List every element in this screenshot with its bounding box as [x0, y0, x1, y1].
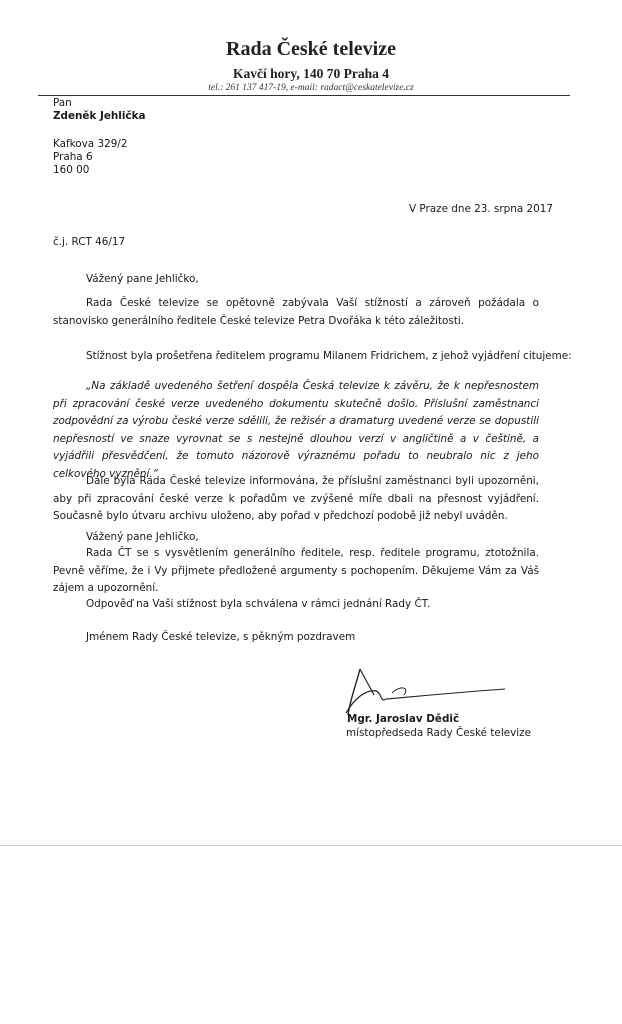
letterhead-contact: tel.: 261 137 417-19, e-mail: radact@ceskatelevize.cz — [208, 83, 414, 93]
letterhead-divider — [38, 95, 570, 96]
signatory-name: Mgr. Jaroslav Dědič — [347, 713, 460, 725]
recipient-city: Praha 6 — [53, 151, 93, 163]
recipient-name: Zdeněk Jehlička — [53, 110, 146, 122]
reference-number: č.j. RCT 46/17 — [53, 236, 126, 248]
date-line: V Praze dne 23. srpna 2017 — [409, 203, 553, 215]
recipient-zip: 160 00 — [53, 164, 90, 176]
recipient-salutation: Pan — [53, 97, 72, 109]
paragraph-1 — [53, 295, 539, 330]
greeting-2: Vážený pane Jehličko, — [86, 531, 199, 543]
paragraph-3 — [53, 473, 539, 526]
signatory-role: místopředseda Rady České televize — [346, 727, 531, 739]
paragraph-3-text: Dále byla Rada České televize informována, že příslušní zaměstnanci byli upozorněni, aby při zpracování české verze k pořadům ve zvýšené míře dbali na přesnost vyjádření. Současně bylo útvaru archivu uloženo, aby pořad v předchozí podobě již nebyl uváděn. — [53, 475, 539, 523]
paragraph-4-text: Rada ČT se s vysvětlením generálního ředitele, resp. ředitele programu, ztotožnila. Pevně věříme, že i Vy přijmete předložené argumenty s pochopením. Děkujeme Vám za Váš zájem a upozornění. — [53, 547, 539, 595]
paragraph-1-text: Rada České televize se opětovně zabývala Vaší stížností a zároveň požádala o stanovisko generálního ředitele České televize Petra Dvořáka k této záležitosti. — [53, 297, 539, 327]
paragraph-5: Odpověď na Vaši stížnost byla schválena v rámci jednání Rady ČT. — [86, 598, 431, 610]
letterhead-address: Kavčí hory, 140 70 Praha 4 — [233, 66, 389, 81]
quote-block — [53, 378, 539, 484]
closing-line: Jménem Rady České televize, s pěkným pozdravem — [86, 631, 356, 643]
greeting: Vážený pane Jehličko, — [86, 273, 199, 285]
paragraph-4 — [53, 545, 539, 598]
recipient-street: Kafkova 329/2 — [53, 138, 128, 150]
paragraph-2: Stížnost byla prošetřena ředitelem programu Milanem Fridrichem, z jehož vyjádření citujeme: — [86, 350, 572, 362]
quote-text: „Na základě uvedeného šetření dospěla Česká televize k závěru, že k nepřesnostem při zpracování české verze uvedeného dokumentu skutečně došlo. Příslušní zaměstnanci zodpovědní za výrobu české verze sdělili, že režisér a dramaturg uvedené verze se dopustili nepřesností ve snaze vyrovnat se s nestejně dlouhou verzí v angličtině a v češtině, a vyjádřili přesvědčení, že tomuto názorově výraznému pořadu to neubralo nic z jeho celkového vyznění.“ — [53, 380, 539, 480]
letterhead-title: Rada České televize — [226, 38, 396, 60]
page-bottom-edge — [0, 845, 622, 846]
